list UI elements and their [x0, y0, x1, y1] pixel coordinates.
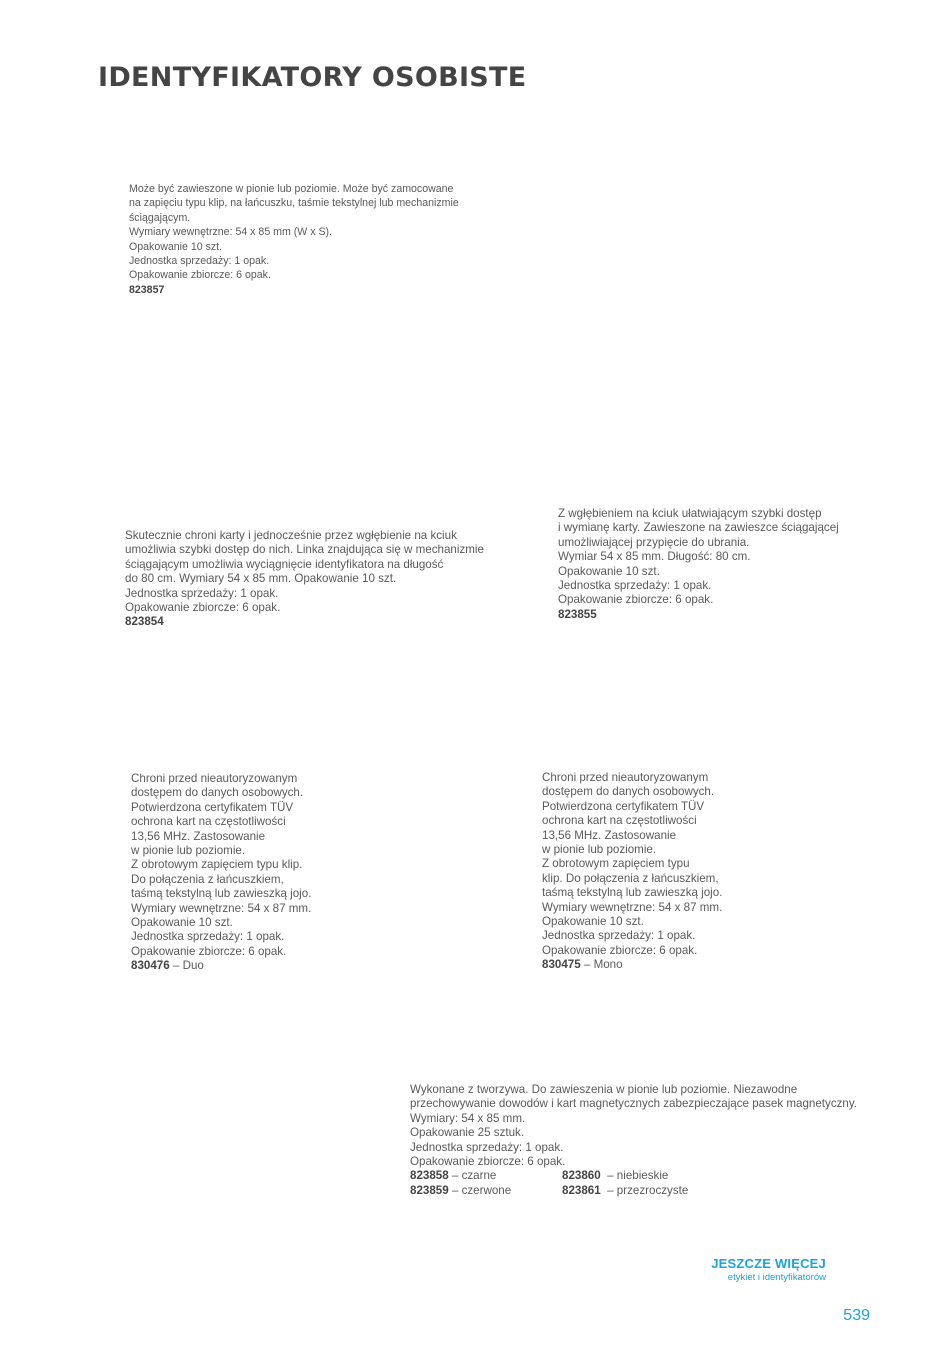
- page-number: 539: [843, 1307, 870, 1324]
- description-line: ściągającym umożliwia wyciągnięcie identyfikatora na długość: [125, 557, 444, 571]
- description-line: Wymiary wewnętrzne: 54 x 87 mm.: [542, 900, 723, 914]
- description-line: Wykonane z tworzywa. Do zawieszenia w pionie lub poziomie. Niezawodne: [410, 1083, 798, 1096]
- description-line: Chroni przed nieautoryzowanym: [542, 771, 709, 784]
- description-line: Opakowanie 25 sztuk.: [410, 1126, 525, 1140]
- description-line: Wymiar 54 x 85 mm. Długość: 80 cm.: [558, 550, 751, 564]
- product-variant: – czerwone: [448, 1183, 512, 1197]
- product-code: 823861: [562, 1183, 601, 1197]
- product-code: 830475: [542, 958, 581, 972]
- description-line: Może być zawieszone w pionie lub poziomie. Może być zamocowane: [129, 183, 454, 195]
- description-line: Wymiary wewnętrzne: 54 x 85 mm (W x S).: [129, 226, 332, 239]
- description-line: dostępem do danych osobowych.: [542, 785, 715, 799]
- product-description-823854: [125, 529, 484, 630]
- description-line: Opakowanie 10 szt.: [558, 564, 660, 578]
- product-code: 823858: [410, 1169, 449, 1183]
- product-code: 823860: [562, 1169, 601, 1183]
- description-line: Chroni przed nieautoryzowanym: [131, 772, 298, 785]
- description-line: umożliwiającej przypięcie do ubrania.: [558, 535, 750, 549]
- description-line: umożliwia szybki dostęp do nich. Linka znajdująca się w mechanizmie: [125, 543, 484, 557]
- description-line: Opakowanie zbiorcze: 6 opak.: [558, 593, 714, 607]
- description-line: Opakowanie zbiorcze: 6 opak.: [131, 944, 287, 958]
- description-line: w pionie lub poziomie.: [542, 843, 657, 857]
- product-code-list: [410, 1169, 857, 1198]
- product-variant: – czarne: [448, 1169, 497, 1183]
- description-line: Do połączenia z łańcuszkiem,: [131, 872, 284, 886]
- description-line: taśmą tekstylną lub zawieszką jojo.: [131, 887, 312, 901]
- product-description-830476: [131, 772, 311, 974]
- description-line: Opakowanie zbiorcze: 6 opak.: [410, 1155, 566, 1169]
- description-line: przechowywanie dowodów i kart magnetycznych zabezpieczające pasek magnetyczny.: [410, 1097, 858, 1111]
- description-line: Opakowanie zbiorcze: 6 opak.: [129, 269, 271, 282]
- description-line: Wymiary wewnętrzne: 54 x 87 mm.: [131, 901, 312, 915]
- product-code: 823854: [125, 615, 164, 629]
- description-line: ochrona kart na częstotliwości: [542, 814, 697, 828]
- description-line: w pionie lub poziomie.: [131, 844, 246, 858]
- description-line: Skutecznie chroni karty i jednocześnie przez wgłębienie na kciuk: [125, 529, 457, 542]
- description-line: i wymianę karty. Zawieszone na zawieszce ściągającej: [558, 521, 839, 535]
- description-line: Potwierdzona certyfikatem TÜV: [131, 800, 294, 814]
- description-line: Jednostka sprzedaży: 1 opak.: [542, 929, 696, 943]
- product-code: 823859: [410, 1183, 449, 1197]
- product-code: 823855: [558, 607, 597, 621]
- description-line: Opakowanie 10 szt.: [131, 916, 233, 930]
- description-line: Opakowanie zbiorcze: 6 opak.: [125, 601, 281, 615]
- product-variant: – Duo: [169, 959, 204, 973]
- more-heading: JESZCZE WIĘCEJ: [711, 1256, 826, 1271]
- description-line: 13,56 MHz. Zastosowanie: [542, 828, 677, 842]
- product-variant: – przezroczyste: [600, 1183, 689, 1197]
- product-description-multi: [410, 1083, 857, 1198]
- more-subheading: etykiet i identyfikatorów: [727, 1272, 826, 1283]
- description-line: dostępem do danych osobowych.: [131, 786, 304, 800]
- description-line: Jednostka sprzedaży: 1 opak.: [125, 586, 279, 600]
- product-code: 830476: [131, 959, 170, 973]
- description-line: Opakowanie zbiorcze: 6 opak.: [542, 943, 698, 957]
- description-line: Z obrotowym zapięciem typu klip.: [131, 858, 303, 872]
- description-line: Opakowanie 10 szt.: [129, 240, 223, 253]
- product-variant: – Mono: [580, 958, 623, 972]
- description-line: do 80 cm. Wymiary 54 x 85 mm. Opakowanie 10 szt.: [125, 572, 397, 586]
- description-line: ochrona kart na częstotliwości: [131, 815, 286, 829]
- product-variant: – niebieskie: [600, 1169, 669, 1183]
- product-code: 823857: [129, 283, 165, 296]
- product-description-823857: [129, 182, 459, 297]
- description-line: Jednostka sprzedaży: 1 opak.: [131, 930, 285, 944]
- description-line: 13,56 MHz. Zastosowanie: [131, 829, 266, 843]
- product-description-823855: [558, 507, 839, 622]
- description-line: na zapięciu typu klip, na łańcuszku, taśmie tekstylnej lub mechanizmie: [129, 197, 459, 210]
- description-line: Z wgłębieniem na kciuk ułatwiającym szybki dostęp: [558, 507, 822, 520]
- product-description-830475: [542, 771, 722, 973]
- description-line: Opakowanie 10 szt.: [542, 915, 644, 929]
- description-line: Wymiary: 54 x 85 mm.: [410, 1111, 526, 1125]
- page-title: IDENTYFIKATORY OSOBISTE: [98, 62, 527, 93]
- description-line: klip. Do połączenia z łańcuszkiem,: [542, 871, 719, 885]
- description-line: Jednostka sprzedaży: 1 opak.: [558, 579, 712, 593]
- description-line: Jednostka sprzedaży: 1 opak.: [410, 1140, 564, 1154]
- description-line: ściągającym.: [129, 211, 191, 224]
- description-line: Potwierdzona certyfikatem TÜV: [542, 799, 705, 813]
- description-line: Jednostka sprzedaży: 1 opak.: [129, 255, 270, 268]
- more-link[interactable]: [711, 1256, 826, 1283]
- description-line: taśmą tekstylną lub zawieszką jojo.: [542, 886, 723, 900]
- description-line: Z obrotowym zapięciem typu: [542, 857, 690, 871]
